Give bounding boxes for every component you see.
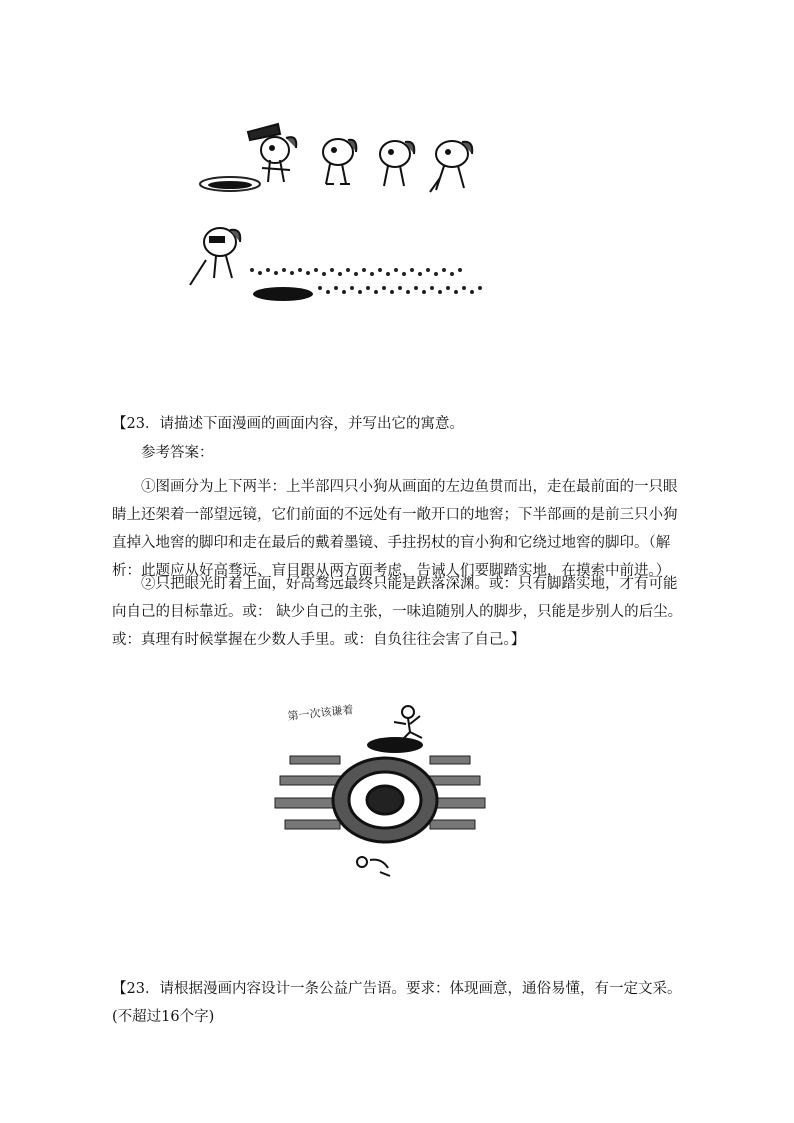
dog-3 xyxy=(380,141,414,186)
cartoon-dogs-cellar xyxy=(180,120,490,315)
blind-dog-with-cane xyxy=(190,228,240,285)
question-1: 【23．请描述下面漫画的画面内容，并写出它的寓意。 xyxy=(112,416,464,432)
answer-paragraph-1: ①图画分为上下两半：上半部四只小狗从画面的左边鱼贯而出，走在最前面的一只眼睛上还架着一部望远镜，它们前面的不远处有一敞开口的地窖；下半部画的是前三只小狗直掉入地窖的脚印和走在最后的戴着墨镜、手拄拐杖的盲小狗和它绕过地窖的脚印。（解析：此题应从好高骛远、盲目跟从两方面考虑，告诫人们要脚踏实地，在摸索中前进。） xyxy=(112,479,678,579)
answer-paragraph-2: ②只把眼光盯着上面，好高骛远最终只能是跌落深渊。或：只有脚踏实地，才有可能向自己的目标靠近。或： 缺少自己的主张，一味追随别人的脚步，只能是步别人的后尘。或：真理有时候掌握在少数人手里。或：自负往往会害了自己。】 xyxy=(112,576,683,648)
answer-label: 参考答案： xyxy=(141,445,214,461)
fallen-figure xyxy=(357,857,390,876)
dog-with-telescope xyxy=(248,124,296,182)
cartoon-caption: 第一次该谦着 xyxy=(286,703,354,723)
question-2: 【23．请根据漫画内容设计一条公益广告语。要求：体现画意，通俗易懂，有一定文采。(不超过16个字) xyxy=(112,981,682,1025)
dog-4 xyxy=(430,141,472,192)
falling-man-figure xyxy=(394,706,422,742)
dog-2 xyxy=(323,139,356,184)
cartoon-falling-man xyxy=(270,700,490,885)
deep-pit xyxy=(333,758,437,842)
